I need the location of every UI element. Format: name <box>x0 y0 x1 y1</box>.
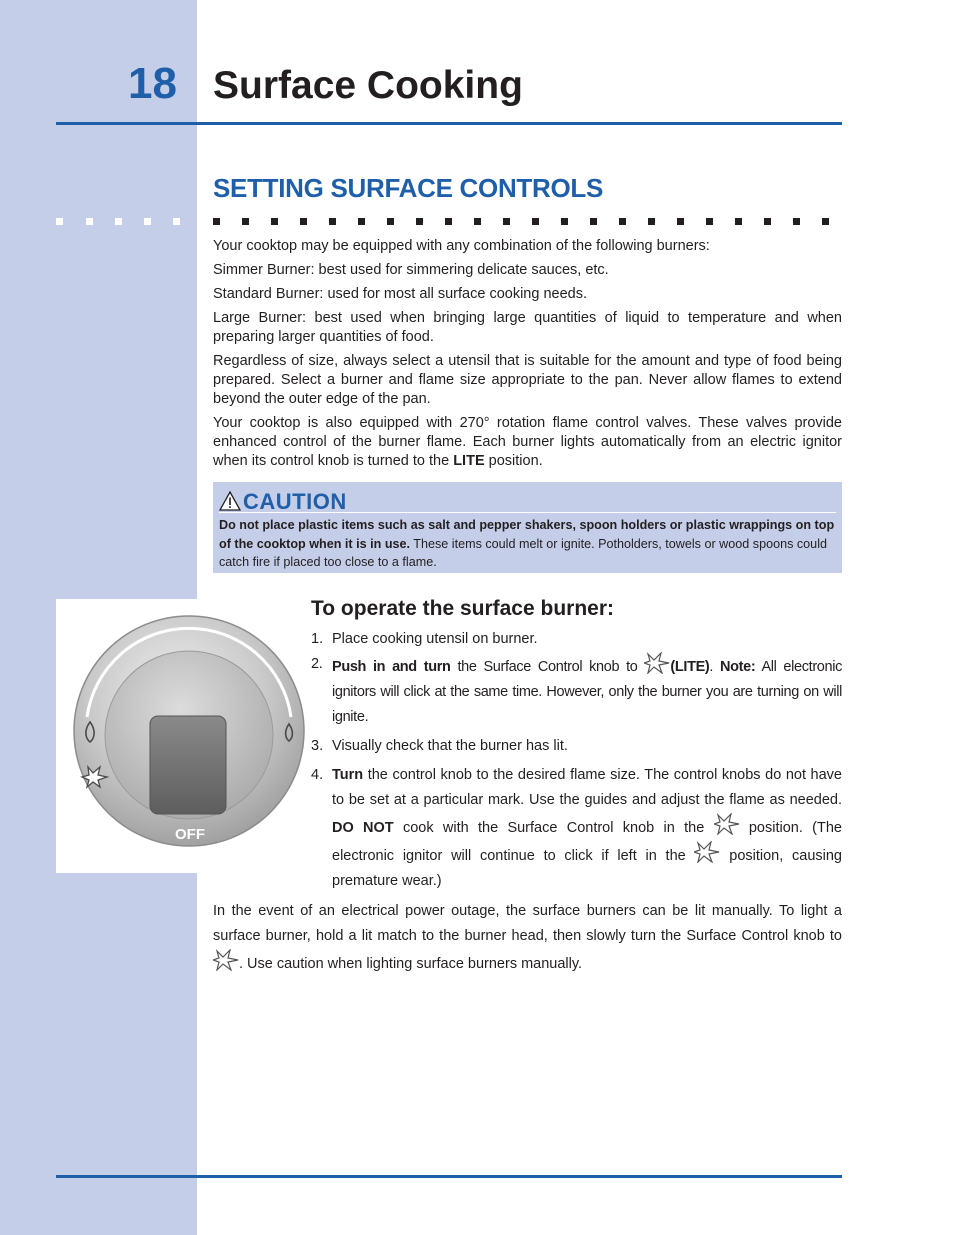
list-item <box>311 652 842 730</box>
step-text: position. (The electronic ignitor will continue to click if left in the <box>332 820 842 864</box>
surface-control-knob-illustration <box>70 612 310 852</box>
warning-triangle-icon <box>219 491 241 511</box>
list-item <box>311 763 842 894</box>
list-item <box>311 734 842 759</box>
step-bold-text: Turn <box>332 767 364 783</box>
outage-text: In the event of an electrical power outage, the surface burners can be lit manually. To light a surface burner, hold a lit match to the burner head, then slowly turn the Surface Control knob to <box>213 903 842 944</box>
section-heading: SETTING SURFACE CONTROLS <box>213 173 604 203</box>
step-number: 1. <box>311 631 324 647</box>
power-outage-paragraph <box>213 899 842 977</box>
dot-divider <box>213 218 843 226</box>
spark-star-icon <box>694 841 720 863</box>
operate-heading: To operate the surface burner: <box>311 597 615 620</box>
caution-header <box>219 488 836 513</box>
lite-label: (LITE) <box>670 659 710 675</box>
step-text: the control knob to the desired flame size. The control knobs do not have to be set at a particular mark. Use the guides and adjust the flame as needed. <box>332 767 842 808</box>
dot-divider-sidebar <box>56 218 197 226</box>
step-number: 3. <box>311 738 324 754</box>
intro-paragraph: Standard Burner: used for most all surface cooking needs. <box>213 286 587 302</box>
knob-handle <box>150 716 226 814</box>
header-rule <box>56 122 842 125</box>
intro-text-run: Your cooktop is also equipped with 270° rotation flame control valves. These valves provide enhanced control of the burner flame. Each burner lights automatically from an electric ignitor when its control knob is turned to the <box>213 415 842 469</box>
caution-label: CAUTION <box>243 489 347 514</box>
intro-text <box>213 237 842 476</box>
page-title: Surface Cooking <box>213 64 523 107</box>
intro-paragraph <box>213 414 842 471</box>
operate-steps <box>311 627 842 894</box>
step-bold-text: Push in and turn <box>332 659 451 675</box>
step-number: 4. <box>311 767 324 783</box>
caution-plain-text: These items could melt or ignite. Potholders, towels or wood spoons could catch fire if placed too close to a flame. <box>219 536 827 569</box>
intro-paragraph: Regardless of size, always select a utensil that is suitable for the amount and type of food being prepared. Select a burner and flame size appropriate to the pan. Never allow flames to extend beyond the outer edge of the pan. <box>213 353 842 407</box>
step-text: . <box>709 659 721 675</box>
note-label: Note: <box>720 659 756 675</box>
step-number: 2. <box>311 656 323 672</box>
caution-bold-text: Do not place plastic items such as salt and pepper shakers, spoon holders or plastic wrappings on top of the cooktop when it is in use. <box>219 518 835 551</box>
footer-rule <box>56 1175 842 1178</box>
step-text: Visually check that the burner has lit. <box>332 738 568 754</box>
spark-star-icon <box>213 949 239 971</box>
caution-box <box>213 482 842 573</box>
step-text: the Surface Control knob to <box>450 659 645 675</box>
lite-keyword: LITE <box>453 453 485 469</box>
intro-text-run: position. <box>484 453 543 469</box>
list-item <box>311 627 842 652</box>
intro-paragraph: Your cooktop may be equipped with any combination of the following burners: <box>213 238 710 254</box>
spark-star-icon <box>644 652 670 674</box>
do-not-label: DO NOT <box>332 820 394 836</box>
step-text: cook with the Surface Control knob in the <box>393 820 714 836</box>
off-label: OFF <box>175 826 205 843</box>
step-text: All electronic ignitors will click at the same time. However, only the burner you are turning on will ignite. <box>332 659 842 725</box>
intro-paragraph: Simmer Burner: best used for simmering delicate sauces, etc. <box>213 262 609 278</box>
outage-text: . Use caution when lighting surface burners manually. <box>239 956 583 972</box>
step-text: position, causing premature wear.) <box>332 848 842 889</box>
intro-paragraph: Large Burner: best used when bringing large quantities of liquid to temperature and when preparing larger quantities of food. <box>213 310 842 345</box>
spark-star-icon <box>714 813 740 835</box>
page-number: 18 <box>128 59 177 108</box>
caution-text <box>219 516 836 572</box>
step-text: Place cooking utensil on burner. <box>332 631 538 647</box>
